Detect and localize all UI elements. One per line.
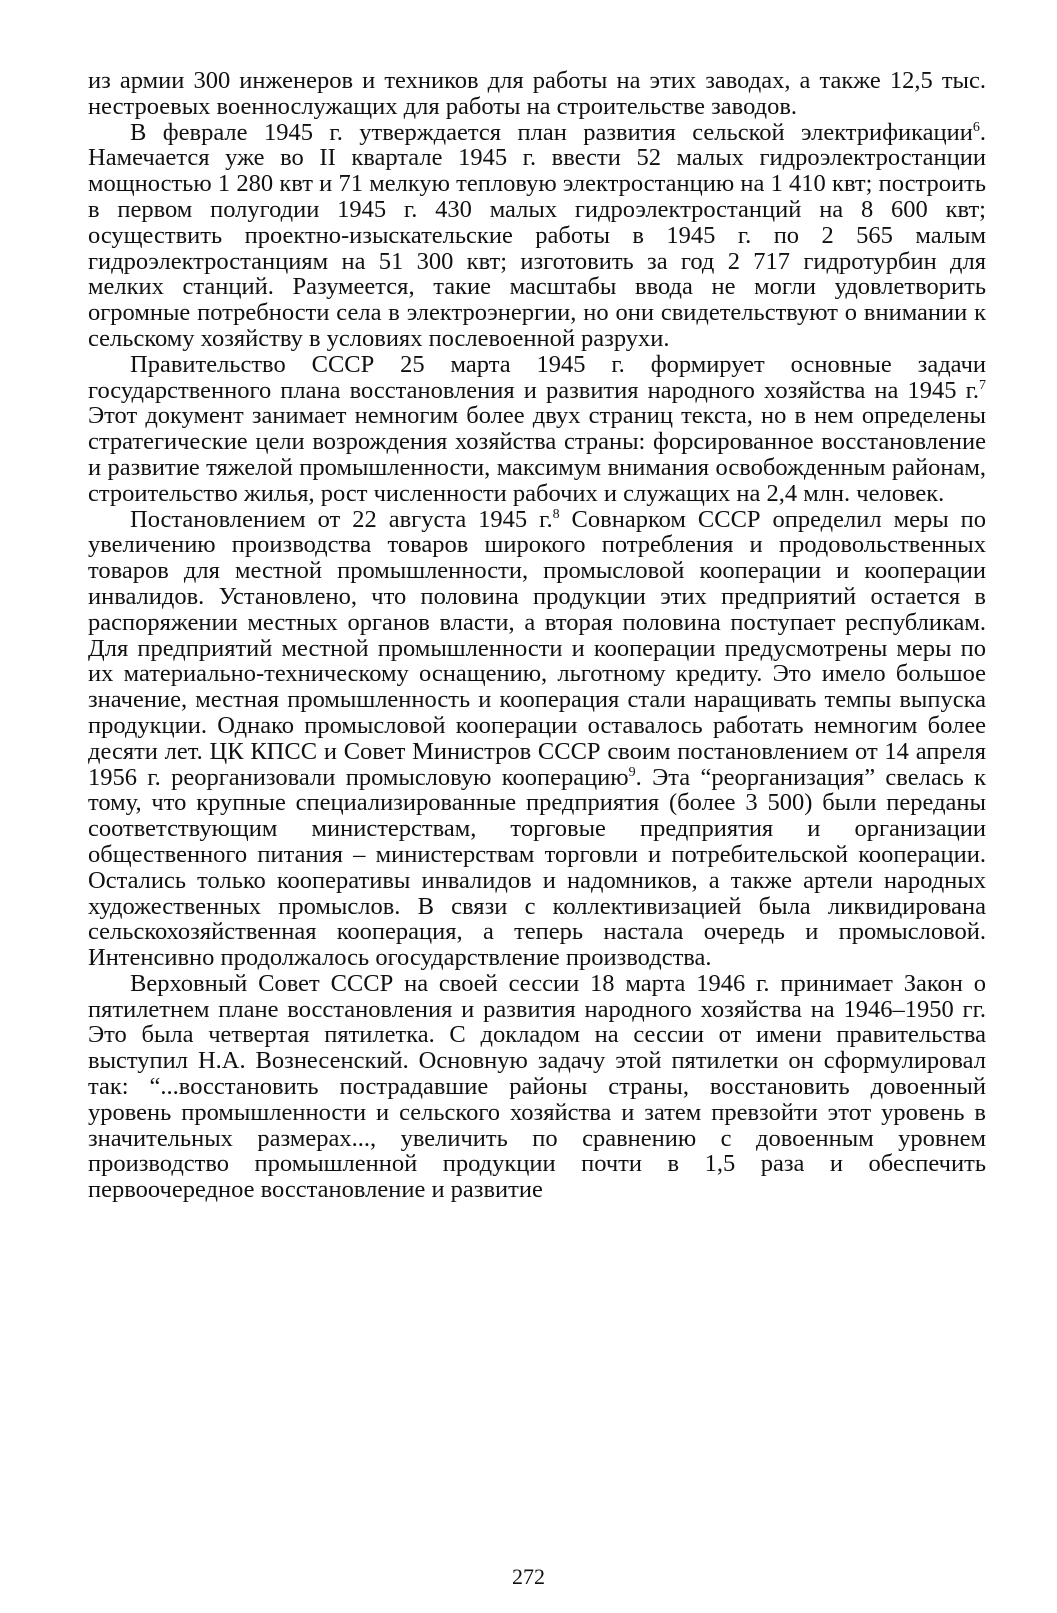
page-number: 272 (512, 1564, 545, 1589)
paragraph-3 (88, 352, 986, 507)
paragraph-text: В феврале 1945 г. утверждается план развития сельской электрификации (130, 118, 973, 146)
page-body (88, 68, 986, 1548)
paragraph-text: Постановлением от 22 августа 1945 г. (130, 505, 553, 533)
paragraph-text: Совнарком СССР определил меры по увеличению производства товаров широкого потребления и продовольственных товаров для местной промышленности, промысловой кооперации и кооперации инвалидов. Установлено, что половина продукции этих предприятий остается в распоряжении местных органов власти, а вторая половина поступает республикам. Для предприятий местной промышленности и кооперации предусмотрены меры по их материально-техническому оснащению, льготному кредиту. Это имело большое значение, местная промышленность и кооперация стали наращивать темпы выпуска продукции. Однако промысловой кооперации оставалось работать немногим более десяти лет. ЦК КПСС и Совет Министров СССР своим постановлением от 14 апреля 1956 г. реорганизовали промысловую кооперацию (88, 505, 986, 791)
footnote-marker: 6 (972, 119, 980, 135)
paragraph-text: . Намечается уже во II квартале 1945 г. ввести 52 малых гидроэлектростанции мощностью 1 280 квт и 71 мелкую тепловую электростанцию на 1 410 квт; построить в первом полугодии 1945 г. 430 малых гидроэлектростанций на 8 600 квт; осуществить проектно-изыскательские работы в 1945 г. по 2 565 малым гидроэлектростанциям на 51 300 квт; изготовить за год 2 717 гидротурбин для мелких станций. Разумеется, такие масштабы ввода не могли удовлетворить огромные потребности села в электроэнергии, но они свидетельствуют о внимании к сельскому хозяйству в условиях послевоенной разрухи. (88, 118, 986, 352)
paragraph-text: . Эта “реорганизация” свелась к тому, что крупные специализированные предприятия (более 3 500) были переданы соответствующим министерствам, торговые предприятия и организации общественного питания – министерствам торговли и потребительской кооперации. Остались только кооперативы инвалидов и надомников, а также артели народных художественных промыслов. В связи с коллективизацией была ликвидирована сельскохозяйственная кооперация, а теперь настала очередь и промысловой. Интенсивно продолжалось огосударствление производства. (88, 763, 986, 972)
paragraph-4 (88, 507, 986, 971)
paragraph-1 (88, 68, 986, 120)
paragraph-text: Этот документ занимает немногим более двух страниц текста, но в нем определены стратегические цели возрождения хозяйства страны: форсированное восстановление и развитие тяжелой промышленности, максимум внимания освобожденным районам, строительство жилья, рост численности рабочих и служащих на 2,4 млн. человек. (88, 402, 986, 507)
paragraph-text: из армии 300 инженеров и техников для работы на этих заводах, а также 12,5 тыс. нестроевых военнослужащих для работы на строительстве заводов. (88, 67, 986, 120)
paragraph-text: Верховный Совет СССР на своей сессии 18 марта 1946 г. принимает Закон о пятилетнем плане восстановления и развития народного хозяйства на 1946–1950 гг. Это была четвертая пятилетка. С докладом на сессии от имени правительства выступил Н.А. Вознесенский. Основную задачу этой пятилетки он сформулировал так: “...восстановить пострадавшие районы страны, восстановить довоенный уровень промышленности и сельского хозяйства и затем превзойти этот уровень в значительных размерах..., увеличить по сравнению с довоенным уровнем производство промышленной продукции почти в 1,5 раза и обеспечить первоочередное восстановление и развитие (88, 969, 986, 1204)
footnote-marker: 7 (979, 377, 986, 393)
footnote-marker: 8 (552, 506, 560, 522)
paragraph-5 (88, 971, 986, 1203)
footnote-marker: 9 (628, 764, 636, 780)
paragraph-text: Правительство СССР 25 марта 1945 г. формирует основные задачи государственного плана восстановления и развития народного хозяйства на 1945 г. (88, 350, 986, 404)
paragraph-2 (88, 120, 986, 352)
